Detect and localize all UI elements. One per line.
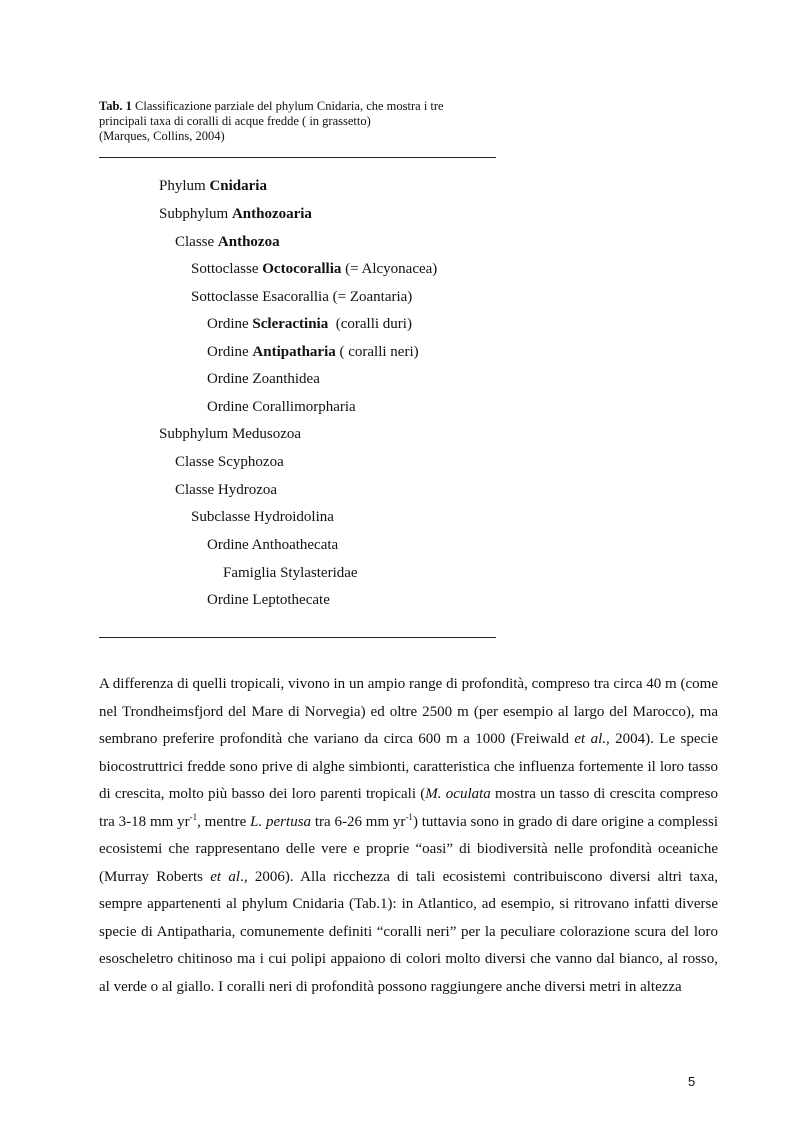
taxon-name: Leptothecate <box>252 592 330 608</box>
caption-label: Tab. 1 <box>99 99 132 113</box>
taxon-name: Scleractinia <box>252 316 329 332</box>
taxon-rank: Classe <box>175 234 218 250</box>
taxon-row <box>207 344 419 361</box>
taxon-rank: Ordine <box>207 592 253 608</box>
taxon-note: (coralli duri) <box>328 316 412 332</box>
taxon-name: Cnidaria <box>209 178 267 194</box>
species-name: L. pertusa <box>250 813 312 830</box>
taxon-rank: Classe <box>175 454 218 470</box>
taxon-rank: Famiglia <box>223 565 281 581</box>
taxon-row <box>207 399 356 416</box>
taxon-row <box>207 371 320 388</box>
taxon-name: Zoanthidea <box>252 371 320 387</box>
caption-line-2: principali taxa di coralli di acque fredde ( in grassetto) <box>99 114 371 128</box>
taxon-name: Stylasteridae <box>280 565 358 581</box>
taxon-row <box>175 234 280 251</box>
taxon-name: Anthozoa <box>217 234 280 250</box>
body-paragraph: A differenza di quelli tropicali, vivono in un ampio range di profondità, compreso tra circa 40 m (come nel Trondheimsfjord del Mare di Norvegia) ed oltre 2500 m (per esempio al largo del Marocco), ma sembrano preferire profondità che variano da circa 600 m a 1000 (Freiwald et al., 2004). Le specie biocostruttrici fredde sono prive di alghe simbionti, caratteristica che influenza fortemente il loro tasso di crescita, molto più basso dei loro parenti tropicali (M. oculata mostra un tasso di crescita compreso tra 3-18 mm $yr^{-1}$, mentre L. pertusa tra 6-26 mm $yr^{-1}$) tuttavia sono in grado di dare origine a complessi ecosistemi che rappresentano delle vere e proprie “oasi” di biodiversità nelle profondità oceaniche (Murray Roberts et al., 2006). Alla ricchezza di tali ecosistemi contribuiscono diversi altri taxa, sempre appartenenti al phylum Cnidaria (Tab.1): in Atlantico, ad esempio, si ritrovano infatti diverse specie di Antipatharia, comunemente definiti “coralli neri” per la peculiare colorazione scura del loro esoscheletro chitinoso ma i cui polipi appaiono di colori molto diversi che vanno dal bianco, al rosso, al verde o al giallo. I coralli neri di profondità possono raggiungere anche diversi metri in altezza <box>99 676 719 995</box>
taxon-row <box>159 178 267 195</box>
taxon-row <box>175 454 284 471</box>
taxon-rank: Ordine <box>207 344 253 360</box>
taxon-rank: Ordine <box>207 371 253 387</box>
taxon-row <box>191 261 437 278</box>
taxon-name: Corallimorpharia <box>252 399 356 415</box>
taxon-name: Scyphozoa <box>217 454 284 470</box>
taxon-row <box>223 565 358 582</box>
taxon-note: (= Zoantaria) <box>328 289 413 305</box>
taxon-rank: Ordine <box>207 537 252 553</box>
page-number: 5 <box>688 1074 696 1089</box>
taxon-row <box>175 482 277 499</box>
taxon-row <box>207 316 412 333</box>
taxon-rank: Sottoclasse <box>191 289 263 305</box>
taxon-name: Octocorallia <box>262 261 342 277</box>
table-bottom-rule <box>99 637 496 638</box>
taxon-rank: Ordine <box>207 399 253 415</box>
taxon-rank: Subphylum <box>159 426 232 442</box>
caption-source: (Marques, Collins, 2004) <box>99 129 225 143</box>
table-top-rule <box>99 157 496 158</box>
table-caption <box>99 99 519 144</box>
taxon-rank: Sottoclasse <box>191 261 263 277</box>
taxon-rank: Subclasse <box>191 509 254 525</box>
taxon-row <box>159 426 301 443</box>
taxon-name: Anthozoaria <box>231 206 312 222</box>
taxon-rank: Phylum <box>159 178 210 194</box>
taxon-row <box>191 289 412 306</box>
italic-et-al: et al. <box>574 731 607 747</box>
species-name: M. oculata <box>425 786 491 802</box>
taxon-name: Medusozoa <box>231 426 302 442</box>
taxon-name: Hydroidolina <box>253 509 334 525</box>
taxon-name: Antipatharia <box>252 344 336 360</box>
taxon-rank: Subphylum <box>159 206 232 222</box>
taxon-row <box>207 592 330 609</box>
taxon-rank: Classe <box>175 482 218 498</box>
taxon-name: Esacorallia <box>262 289 329 305</box>
taxon-name: Anthoathecata <box>251 537 339 553</box>
italic-et-al: et al <box>210 868 241 885</box>
taxon-row <box>191 509 334 526</box>
taxon-name: Hydrozoa <box>217 482 278 498</box>
taxon-note: ( coralli neri) <box>335 344 419 360</box>
taxon-note: (= Alcyonacea) <box>341 261 438 277</box>
taxon-row <box>207 537 338 554</box>
taxon-row <box>159 206 312 223</box>
caption-text: Classificazione parziale del phylum Cnidaria, che mostra i tre <box>131 99 444 113</box>
taxon-rank: Ordine <box>207 316 253 332</box>
